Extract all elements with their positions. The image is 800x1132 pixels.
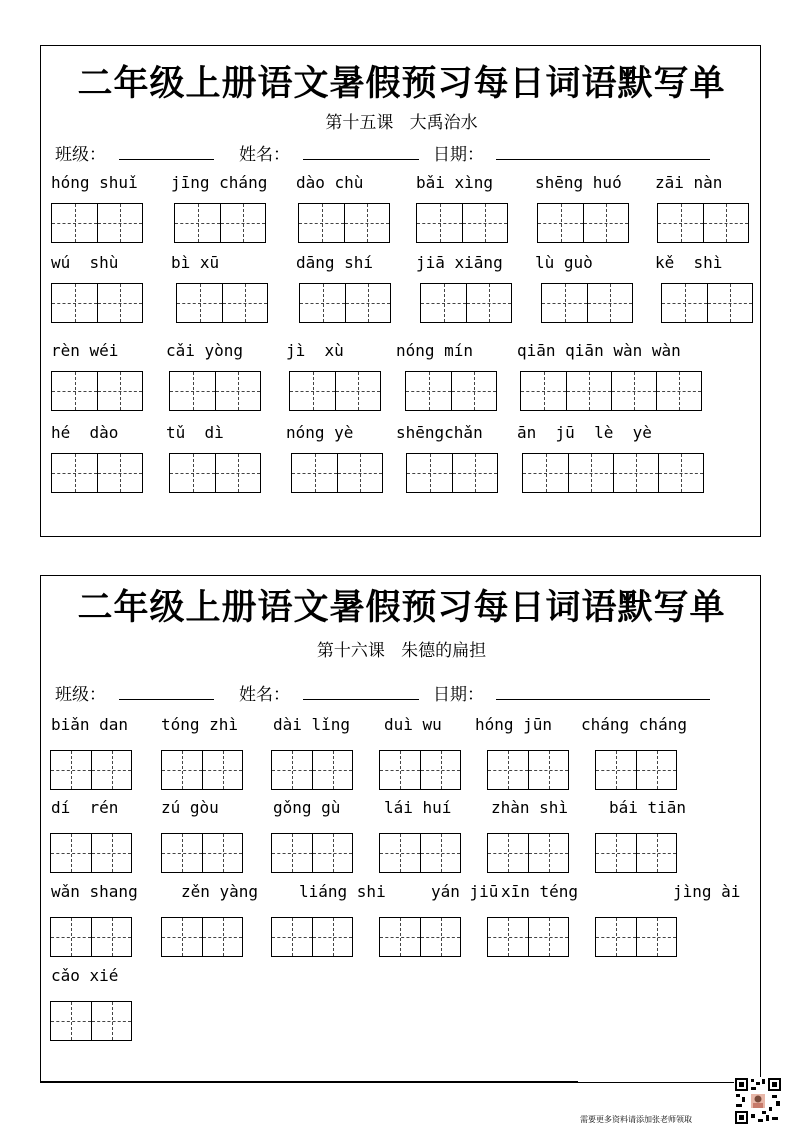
writing-grid[interactable] xyxy=(271,917,353,957)
tian-cell[interactable] xyxy=(417,204,462,242)
word-pinyin: zhàn shì xyxy=(491,798,569,817)
tian-cell[interactable] xyxy=(202,751,242,789)
word-pinyin: cǎi yòng xyxy=(166,341,244,360)
sheet-title: 二年级上册语文暑假预习每日词语默写单 xyxy=(77,63,726,104)
date-label: 日期： xyxy=(433,145,484,165)
writing-grid[interactable] xyxy=(298,203,390,243)
tian-cell[interactable] xyxy=(636,918,676,956)
writing-grid[interactable] xyxy=(299,283,391,323)
tian-cell[interactable] xyxy=(300,284,345,322)
writing-grid[interactable] xyxy=(289,371,381,411)
tian-cell[interactable] xyxy=(658,454,703,492)
tian-cell[interactable] xyxy=(272,751,312,789)
tian-cell[interactable] xyxy=(636,834,676,872)
tian-cell[interactable] xyxy=(215,372,260,410)
writing-grid[interactable] xyxy=(537,203,629,243)
date-field[interactable] xyxy=(496,699,710,700)
word-pinyin: jīng cháng xyxy=(171,173,268,192)
tian-cell[interactable] xyxy=(162,751,202,789)
tian-cell[interactable] xyxy=(462,204,507,242)
writing-grid[interactable] xyxy=(271,833,353,873)
tian-cell[interactable] xyxy=(51,751,91,789)
tian-cell[interactable] xyxy=(407,454,452,492)
name-label: 姓名： xyxy=(239,685,290,705)
class-field[interactable] xyxy=(119,159,214,160)
writing-grid[interactable] xyxy=(657,203,749,243)
tian-cell[interactable] xyxy=(170,454,215,492)
writing-grid[interactable] xyxy=(541,283,633,323)
word-pinyin: gǒng gù xyxy=(273,798,341,817)
writing-grid[interactable] xyxy=(174,203,266,243)
date-label: 日期： xyxy=(433,685,484,705)
word-pinyin: shēngchǎn xyxy=(396,423,483,442)
tian-cell[interactable] xyxy=(215,454,260,492)
name-field[interactable] xyxy=(303,699,419,700)
tian-cell[interactable] xyxy=(488,751,528,789)
word-pinyin: bì xū xyxy=(171,253,220,272)
tian-cell[interactable] xyxy=(707,284,752,322)
writing-grid[interactable] xyxy=(271,750,353,790)
writing-grid[interactable] xyxy=(379,833,461,873)
word-pinyin: rèn wéi xyxy=(51,341,119,360)
tian-cell[interactable] xyxy=(420,751,460,789)
writing-grid[interactable] xyxy=(291,453,383,493)
tian-cell[interactable] xyxy=(91,1002,131,1040)
writing-grid[interactable] xyxy=(50,833,132,873)
writing-grid[interactable] xyxy=(51,453,143,493)
class-field[interactable] xyxy=(119,699,214,700)
tian-cell[interactable] xyxy=(162,918,202,956)
tian-cell[interactable] xyxy=(177,284,222,322)
writing-grid[interactable] xyxy=(420,283,512,323)
tian-cell[interactable] xyxy=(272,834,312,872)
tian-cell[interactable] xyxy=(420,834,460,872)
tian-cell[interactable] xyxy=(97,284,142,322)
tian-cell[interactable] xyxy=(337,454,382,492)
tian-cell[interactable] xyxy=(335,372,380,410)
tian-cell[interactable] xyxy=(488,918,528,956)
writing-grid[interactable] xyxy=(50,750,132,790)
bottom-rule xyxy=(40,1081,578,1082)
word-pinyin: jiā xiāng xyxy=(416,253,503,272)
class-label: 班级： xyxy=(55,685,106,705)
writing-grid[interactable] xyxy=(487,750,569,790)
word-pinyin: yán jiū xyxy=(431,882,499,901)
tian-cell[interactable] xyxy=(222,284,267,322)
word-pinyin: shēng huó xyxy=(535,173,622,192)
tian-cell[interactable] xyxy=(345,284,390,322)
date-field[interactable] xyxy=(496,159,710,160)
tian-cell[interactable] xyxy=(596,834,636,872)
name-label: 姓名： xyxy=(239,145,290,165)
lesson-title: 第十六课 朱德的扁担 xyxy=(316,641,487,661)
footer-note: 需要更多资料请添加张老师领取 xyxy=(580,1115,692,1124)
writing-grid[interactable] xyxy=(169,371,261,411)
word-pinyin: jìng ài xyxy=(673,882,741,901)
tian-cell[interactable] xyxy=(528,918,568,956)
tian-cell[interactable] xyxy=(406,372,451,410)
tian-cell[interactable] xyxy=(299,204,344,242)
writing-grid[interactable] xyxy=(51,203,143,243)
tian-cell[interactable] xyxy=(658,204,703,242)
tian-cell[interactable] xyxy=(52,454,97,492)
writing-grid[interactable] xyxy=(522,453,704,493)
tian-cell[interactable] xyxy=(97,204,142,242)
word-pinyin: tǔ dì xyxy=(166,423,224,442)
writing-grid[interactable] xyxy=(661,283,753,323)
tian-cell[interactable] xyxy=(542,284,587,322)
tian-cell[interactable] xyxy=(52,284,97,322)
word-pinyin: cháng cháng xyxy=(581,715,687,734)
tian-cell[interactable] xyxy=(272,918,312,956)
tian-cell[interactable] xyxy=(611,372,656,410)
tian-cell[interactable] xyxy=(51,1002,91,1040)
tian-cell[interactable] xyxy=(290,372,335,410)
word-pinyin: lái huí xyxy=(384,798,452,817)
tian-cell[interactable] xyxy=(202,834,242,872)
word-pinyin: tóng zhì xyxy=(161,715,239,734)
word-pinyin: wǎn shang xyxy=(51,882,138,901)
tian-cell[interactable] xyxy=(521,372,566,410)
word-pinyin: bǎi xìng xyxy=(416,173,494,192)
tian-cell[interactable] xyxy=(380,834,420,872)
writing-grid[interactable] xyxy=(487,833,569,873)
word-pinyin: wú shù xyxy=(51,253,119,272)
tian-cell[interactable] xyxy=(656,372,701,410)
tian-cell[interactable] xyxy=(175,204,220,242)
word-pinyin: hóng shuǐ xyxy=(51,173,138,192)
word-pinyin: duì wu xyxy=(384,715,442,734)
writing-grid[interactable] xyxy=(161,750,243,790)
writing-grid[interactable] xyxy=(595,833,677,873)
word-pinyin: nóng yè xyxy=(286,423,354,442)
tian-cell[interactable] xyxy=(97,372,142,410)
word-pinyin: liáng shi xyxy=(299,882,386,901)
word-pinyin: dāng shí xyxy=(296,253,374,272)
writing-grid[interactable] xyxy=(406,453,498,493)
tian-cell[interactable] xyxy=(596,751,636,789)
tian-cell[interactable] xyxy=(170,372,215,410)
tian-cell[interactable] xyxy=(528,834,568,872)
tian-cell[interactable] xyxy=(51,834,91,872)
writing-grid[interactable] xyxy=(595,750,677,790)
tian-cell[interactable] xyxy=(202,918,242,956)
tian-cell[interactable] xyxy=(566,372,611,410)
tian-cell[interactable] xyxy=(488,834,528,872)
tian-cell[interactable] xyxy=(91,834,131,872)
tian-cell[interactable] xyxy=(613,454,658,492)
writing-grid[interactable] xyxy=(161,833,243,873)
writing-grid[interactable] xyxy=(379,750,461,790)
writing-grid[interactable] xyxy=(595,917,677,957)
writing-grid[interactable] xyxy=(416,203,508,243)
writing-grid[interactable] xyxy=(176,283,268,323)
word-pinyin: dí rén xyxy=(51,798,119,817)
writing-grid[interactable] xyxy=(169,453,261,493)
lesson-title: 第十五课 大禹治水 xyxy=(325,113,478,133)
tian-cell[interactable] xyxy=(380,751,420,789)
qr-code-icon xyxy=(734,1077,782,1125)
word-pinyin: zěn yàng xyxy=(181,882,259,901)
tian-cell[interactable] xyxy=(596,918,636,956)
writing-grid[interactable] xyxy=(51,371,143,411)
worksheet-2 xyxy=(40,575,761,1083)
word-pinyin: zāi nàn xyxy=(655,173,723,192)
tian-cell[interactable] xyxy=(52,204,97,242)
tian-cell[interactable] xyxy=(466,284,511,322)
tian-cell[interactable] xyxy=(312,918,352,956)
tian-cell[interactable] xyxy=(636,751,676,789)
tian-cell[interactable] xyxy=(344,204,389,242)
tian-cell[interactable] xyxy=(97,454,142,492)
tian-cell[interactable] xyxy=(162,834,202,872)
word-pinyin: zú gòu xyxy=(161,798,219,817)
writing-grid[interactable] xyxy=(50,1001,132,1041)
writing-grid[interactable] xyxy=(51,283,143,323)
tian-cell[interactable] xyxy=(662,284,707,322)
word-pinyin: dào chù xyxy=(296,173,364,192)
tian-cell[interactable] xyxy=(220,204,265,242)
tian-cell[interactable] xyxy=(587,284,632,322)
tian-cell[interactable] xyxy=(421,284,466,322)
word-pinyin: xīn téng xyxy=(501,882,579,901)
tian-cell[interactable] xyxy=(380,918,420,956)
sheet-title: 二年级上册语文暑假预习每日词语默写单 xyxy=(77,587,726,628)
writing-grid[interactable] xyxy=(520,371,702,411)
tian-cell[interactable] xyxy=(312,834,352,872)
writing-grid[interactable] xyxy=(405,371,497,411)
tian-cell[interactable] xyxy=(312,751,352,789)
word-pinyin: cǎo xié xyxy=(51,966,119,985)
word-pinyin: biǎn dan xyxy=(51,715,129,734)
word-pinyin: ān jū lè yè xyxy=(517,423,652,442)
word-pinyin: kě shì xyxy=(655,253,723,272)
class-label: 班级： xyxy=(55,145,106,165)
writing-grid[interactable] xyxy=(161,917,243,957)
tian-cell[interactable] xyxy=(452,454,497,492)
word-pinyin: lù guò xyxy=(535,253,593,272)
tian-cell[interactable] xyxy=(52,372,97,410)
tian-cell[interactable] xyxy=(703,204,748,242)
writing-grid[interactable] xyxy=(50,917,132,957)
tian-cell[interactable] xyxy=(583,204,628,242)
tian-cell[interactable] xyxy=(51,918,91,956)
word-pinyin: bái tiān xyxy=(609,798,687,817)
tian-cell[interactable] xyxy=(538,204,583,242)
tian-cell[interactable] xyxy=(91,918,131,956)
word-pinyin: hé dào xyxy=(51,423,119,442)
tian-cell[interactable] xyxy=(91,751,131,789)
tian-cell[interactable] xyxy=(420,918,460,956)
tian-cell[interactable] xyxy=(523,454,568,492)
word-pinyin: qiān qiān wàn wàn xyxy=(517,341,681,360)
tian-cell[interactable] xyxy=(528,751,568,789)
worksheet-1 xyxy=(40,45,761,537)
word-pinyin: jì xù xyxy=(286,341,344,360)
tian-cell[interactable] xyxy=(292,454,337,492)
tian-cell[interactable] xyxy=(451,372,496,410)
word-pinyin: hóng jūn xyxy=(475,715,553,734)
word-pinyin: nóng mín xyxy=(396,341,474,360)
writing-grid[interactable] xyxy=(379,917,461,957)
name-field[interactable] xyxy=(303,159,419,160)
tian-cell[interactable] xyxy=(568,454,613,492)
writing-grid[interactable] xyxy=(487,917,569,957)
word-pinyin: dài lǐng xyxy=(273,715,351,734)
